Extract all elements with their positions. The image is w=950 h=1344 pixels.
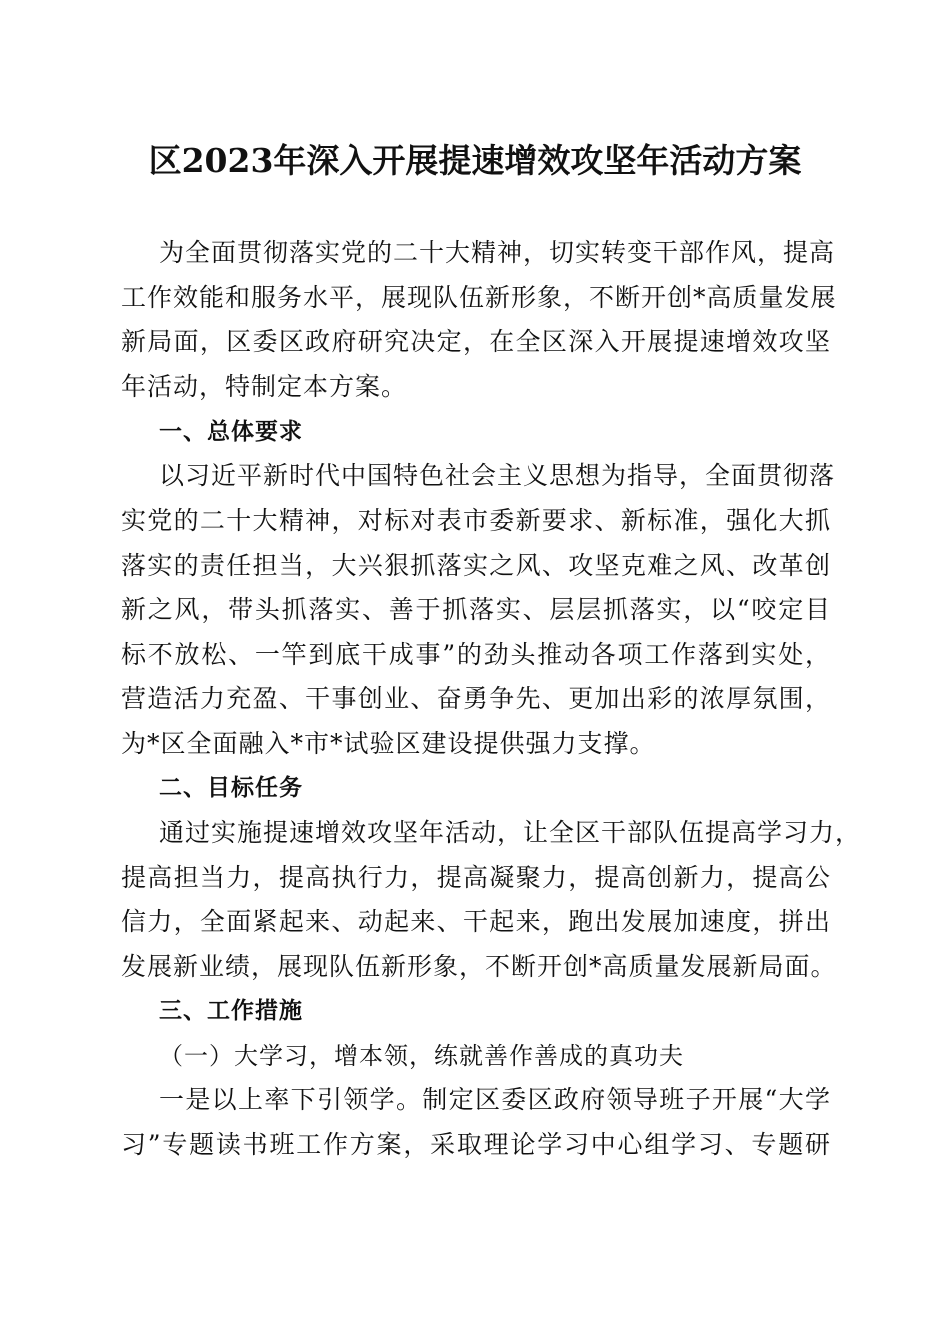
subsection-heading-study: （一）大学习，增本领，练就善作善成的真功夫 [159,1042,684,1070]
section3-line: 一是以上率下引领学。制定区委区政府领导班子开展“大学 [159,1085,831,1114]
section3-line: 习”专题读书班工作方案，采取理论学习中心组学习、专题研 [121,1130,831,1159]
section-heading-goals-tasks: 二、目标任务 [159,775,303,801]
section1-line: 以习近平新时代中国特色社会主义思想为指导，全面贯彻落 [159,461,836,490]
document-title: 区2023年深入开展提速增效攻坚年活动方案 [148,141,802,180]
section1-line: 新之风，带头抓落实、善于抓落实、层层抓落实，以“咬定目 [121,595,831,624]
section-heading-work-measures: 三、工作措施 [159,998,303,1024]
section1-line: 为*区全面融入*市*试验区建设提供强力支撑。 [121,729,656,758]
intro-line: 工作效能和服务水平，展现队伍新形象，不断开创*高质量发展 [121,283,837,312]
intro-line: 年活动，特制定本方案。 [121,372,408,401]
section1-line: 标不放松、一竿到底干成事”的劲头推动各项工作落到实处， [121,640,831,669]
section1-line: 营造活力充盈、干事创业、奋勇争先、更加出彩的浓厚氛围， [121,684,831,713]
section2-line: 发展新业绩，展现队伍新形象，不断开创*高质量发展新局面。 [121,952,837,981]
intro-line: 新局面，区委区政府研究决定，在全区深入开展提速增效攻坚 [121,327,831,356]
section2-line: 通过实施提速增效攻坚年活动，让全区干部队伍提高学习力， [159,818,862,847]
section1-line: 实党的二十大精神，对标对表市委新要求、新标准，强化大抓 [121,506,831,535]
section1-line: 落实的责任担当，大兴狠抓落实之风、攻坚克难之风、改革创 [121,551,831,580]
section2-line: 提高担当力，提高执行力，提高凝聚力，提高创新力，提高公 [121,863,831,892]
section-heading-overall-requirements: 一、总体要求 [159,419,303,445]
intro-line: 为全面贯彻落实党的二十大精神，切实转变干部作风，提高 [159,238,836,267]
section2-line: 信力，全面紧起来、动起来、干起来，跑出发展加速度，拼出 [121,907,831,936]
